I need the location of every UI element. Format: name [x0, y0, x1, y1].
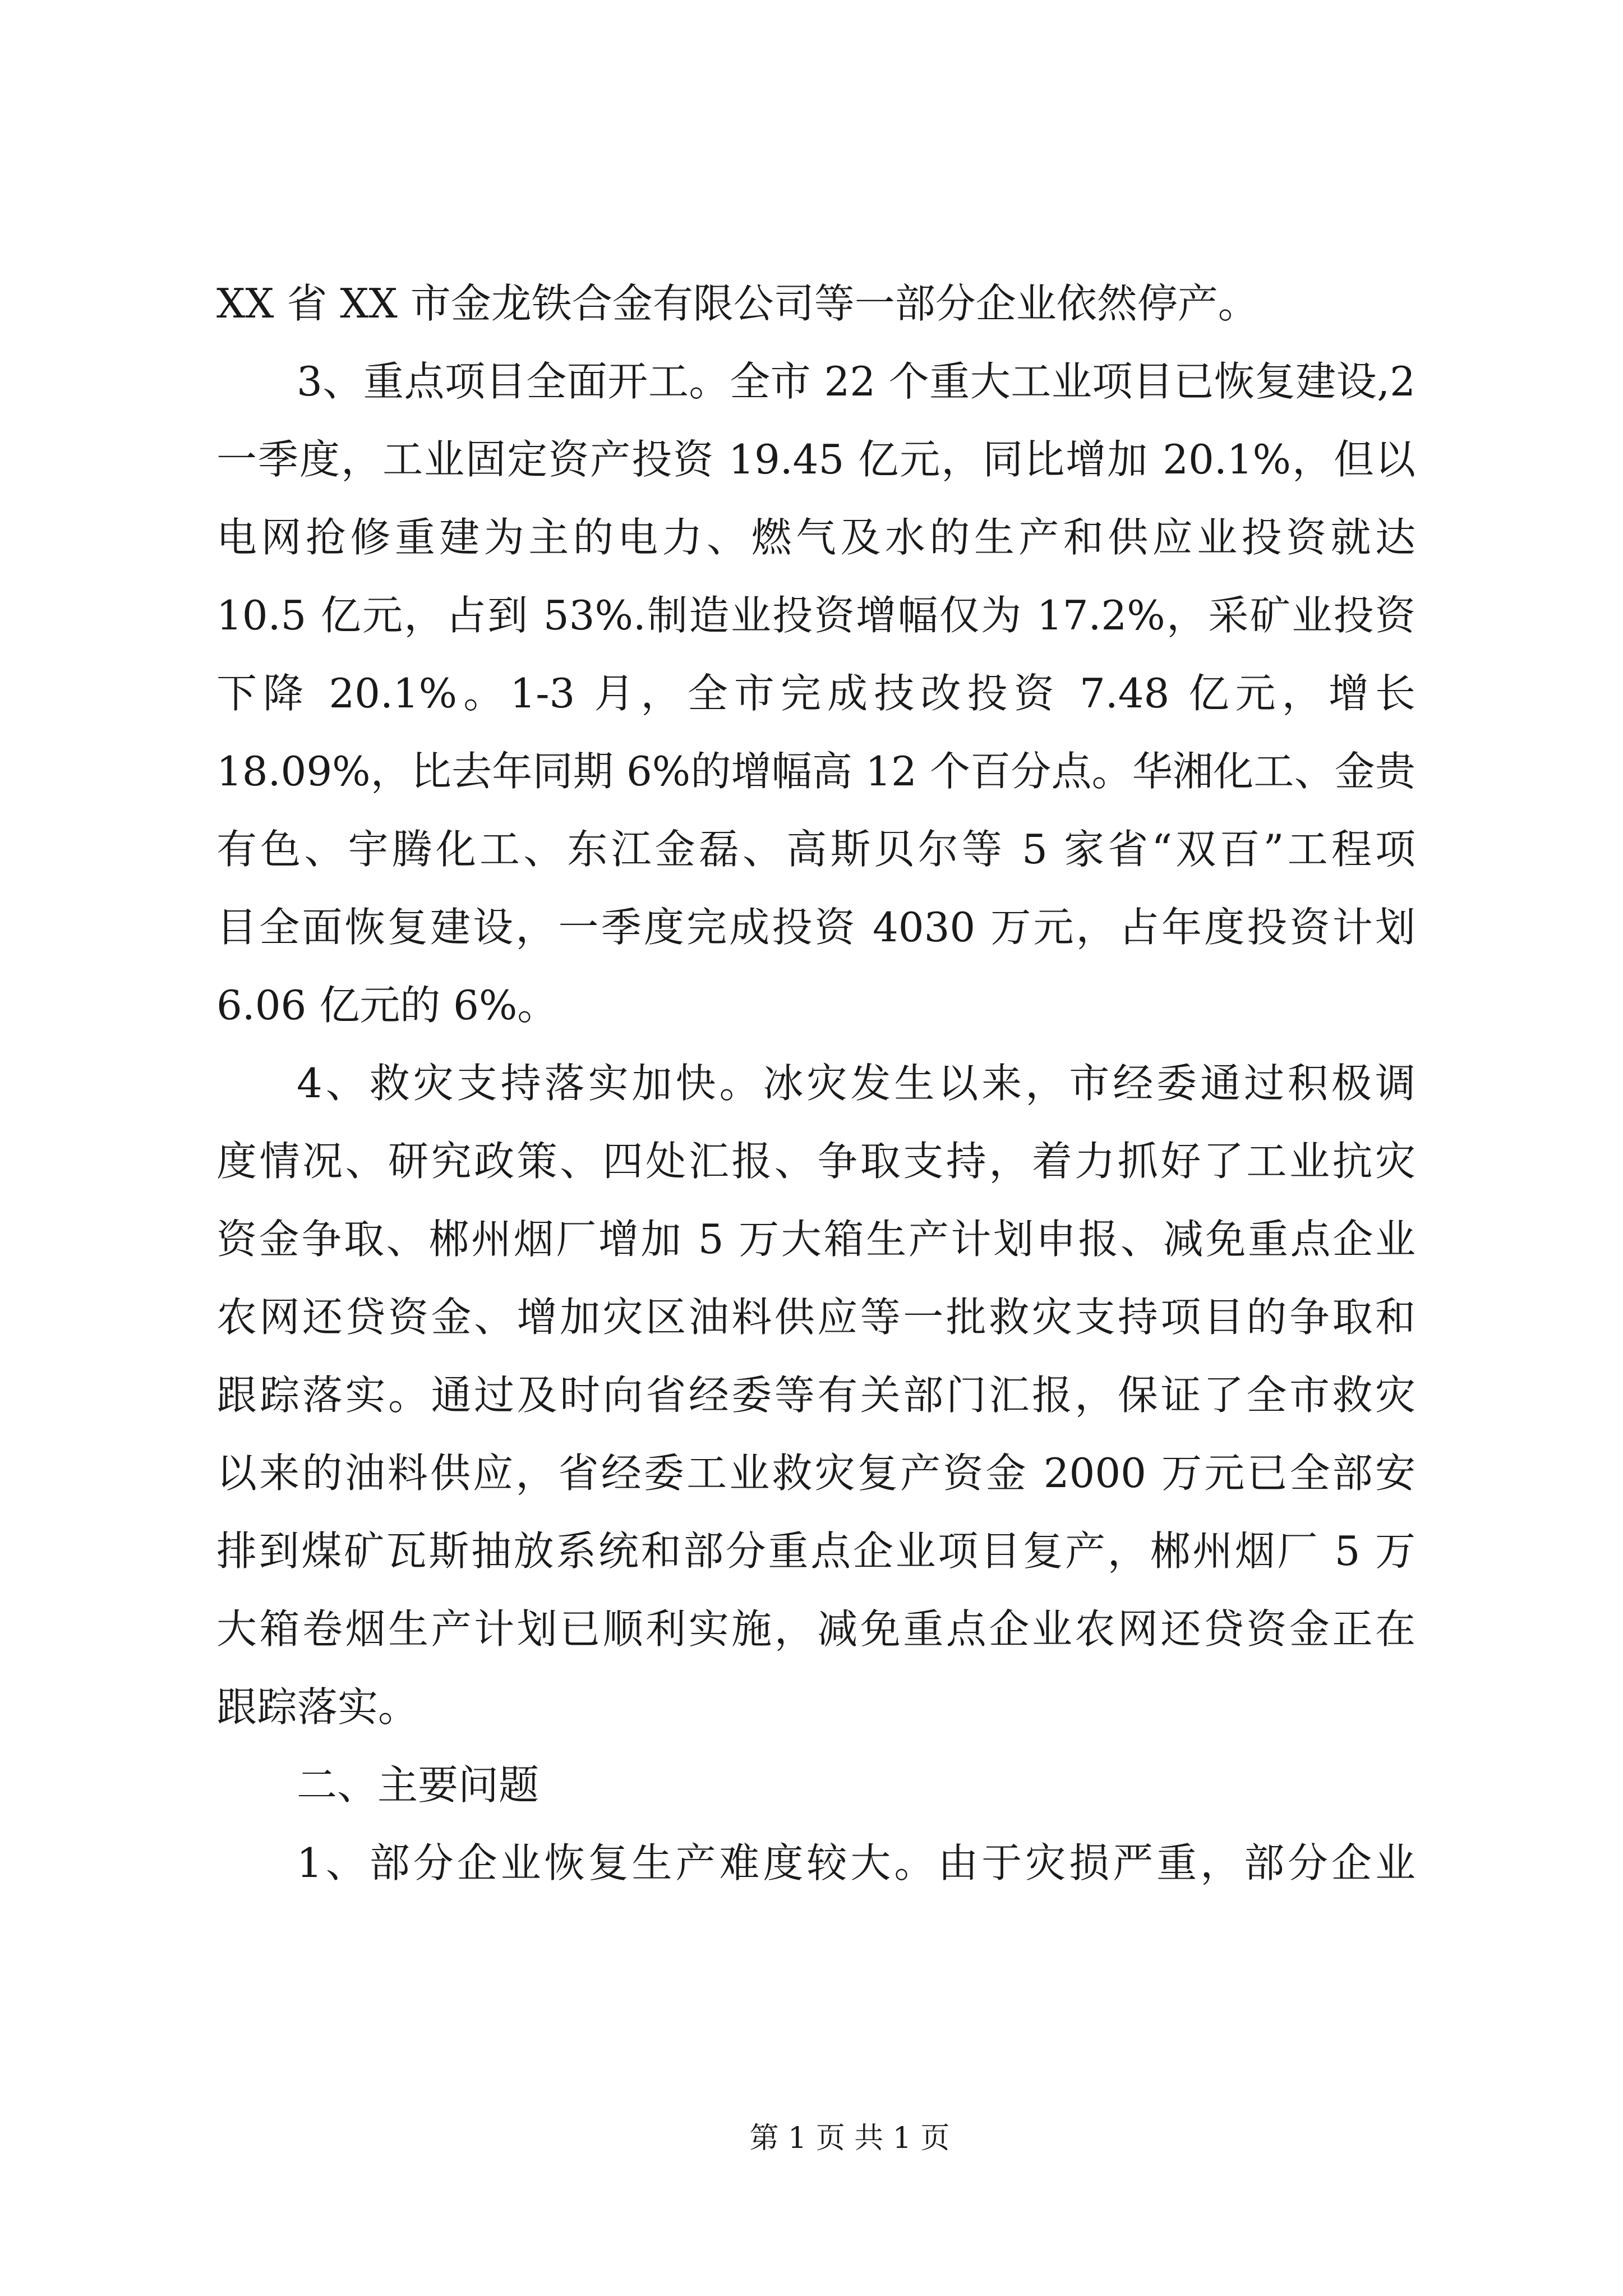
body-text-line: 下降 20.1%。1-3 月，全市完成技改投资 7.48 亿元，增长: [216, 670, 1415, 717]
paragraph-first-line: 3、重点项目全面开工。全市 22 个重大工业项目已恢复建设,2: [297, 358, 1415, 405]
body-text-line: 10.5 亿元，占到 53%.制造业投资增幅仅为 17.2%，采矿业投资: [216, 592, 1415, 639]
document-body: [216, 265, 1415, 1902]
page-footer: 第 1 页 共 1 页: [749, 2122, 950, 2155]
paragraph-first-line: 4、救灾支持落实加快。冰灾发生以来，市经委通过积极调: [297, 1060, 1415, 1107]
body-text-line: 以来的油料供应，省经委工业救灾复产资金 2000 万元已全部安: [216, 1450, 1415, 1497]
body-text-line: 跟踪落实。: [216, 1683, 419, 1731]
body-text-line: XX 省 XX 市金龙铁合金有限公司等一部分企业依然停产。: [216, 280, 1258, 327]
body-text-line: 有色、宇腾化工、东江金磊、高斯贝尔等 5 家省“双百”工程项: [216, 826, 1415, 873]
paragraph-first-line: 1、部分企业恢复生产难度较大。由于灾损严重，部分企业: [297, 1839, 1415, 1887]
body-text-line: 大箱卷烟生产计划已顺利实施，减免重点企业农网还贷资金正在: [216, 1605, 1415, 1653]
section-heading: 二、主要问题: [297, 1761, 540, 1809]
body-text-line: 电网抢修重建为主的电力、燃气及水的生产和供应业投资就达: [216, 514, 1415, 561]
body-text-line: 18.09%，比去年同期 6%的增幅高 12 个百分点。华湘化工、金贵: [216, 748, 1415, 795]
body-text-line: 度情况、研究政策、四处汇报、争取支持，着力抓好了工业抗灾: [216, 1138, 1415, 1185]
body-text-line: 农网还贷资金、增加灾区油料供应等一批救灾支持项目的争取和: [216, 1294, 1415, 1341]
body-text-line: 跟踪落实。通过及时向省经委等有关部门汇报，保证了全市救灾: [216, 1372, 1415, 1419]
body-text-line: 排到煤矿瓦斯抽放系统和部分重点企业项目复产，郴州烟厂 5 万: [216, 1527, 1415, 1575]
body-text-line: 目全面恢复建设，一季度完成投资 4030 万元，占年度投资计划: [216, 904, 1415, 951]
body-text-line: 一季度，工业固定资产投资 19.45 亿元，同比增加 20.1%，但以: [216, 436, 1415, 483]
body-text-line: 资金争取、郴州烟厂增加 5 万大箱生产计划申报、减免重点企业: [216, 1216, 1415, 1263]
body-text-line: 6.06 亿元的 6%。: [216, 982, 558, 1029]
